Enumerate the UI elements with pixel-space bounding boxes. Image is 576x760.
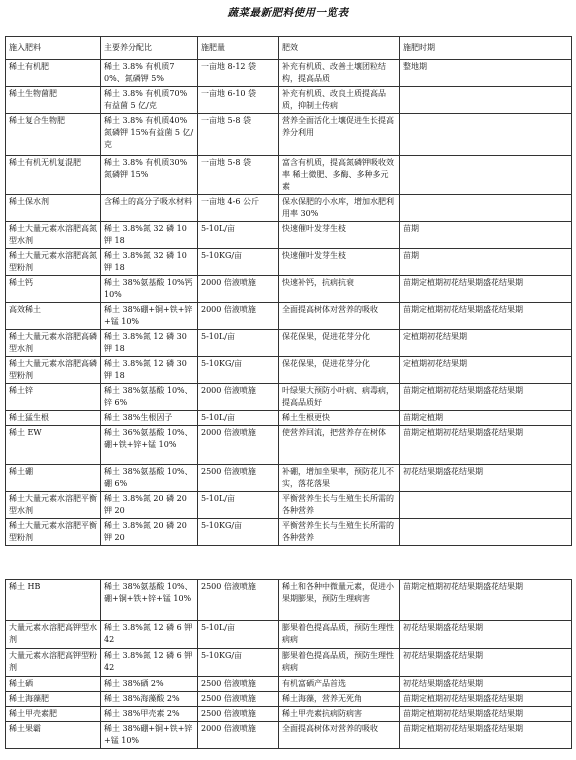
cell-period bbox=[400, 519, 572, 546]
cell-name: 大量元素水溶肥高钾型粉剂 bbox=[6, 649, 101, 677]
cell-nutrients: 稀土 38%氨基酸 10%、硼+铜+铁+锌+锰 10% bbox=[101, 580, 198, 621]
cell-name: 稀土大量元素水溶肥高氮型水剂 bbox=[6, 222, 101, 249]
cell-amount: 2000 倍液喷施 bbox=[198, 276, 279, 303]
cell-period: 初花结果期盛花结果期 bbox=[400, 621, 572, 649]
header-fertilizer: 施入肥料 bbox=[6, 37, 101, 60]
table-row bbox=[6, 384, 572, 411]
cell-name: 稀土生物菌肥 bbox=[6, 87, 101, 114]
cell-nutrients: 稀土 38%硒 2% bbox=[101, 677, 198, 692]
cell-effect: 全面提高树体对营养的吸收 bbox=[279, 303, 400, 330]
cell-name: 稀土钙 bbox=[6, 276, 101, 303]
cell-period: 苗期定植期 bbox=[400, 411, 572, 426]
cell-nutrients: 稀土 38%硼+铜+铁+锌+锰 10% bbox=[101, 722, 198, 749]
header-period: 施肥时期 bbox=[400, 37, 572, 60]
table-row bbox=[6, 519, 572, 546]
cell-period bbox=[400, 156, 572, 195]
cell-nutrients: 稀土 38%生根因子 bbox=[101, 411, 198, 426]
cell-period bbox=[400, 87, 572, 114]
cell-amount: 5-10KG/亩 bbox=[198, 649, 279, 677]
cell-amount: 5-10KG/亩 bbox=[198, 249, 279, 276]
cell-name: 稀土保水剂 bbox=[6, 195, 101, 222]
cell-name: 稀土大量元素水溶肥高氮型粉剂 bbox=[6, 249, 101, 276]
cell-period: 定植期初花结果期 bbox=[400, 330, 572, 357]
cell-name: 稀土硒 bbox=[6, 677, 101, 692]
cell-name: 稀土猛生根 bbox=[6, 411, 101, 426]
cell-name: 稀土 HB bbox=[6, 580, 101, 621]
cell-nutrients: 含稀土的高分子吸水材料 bbox=[101, 195, 198, 222]
cell-name: 稀土大量元素水溶肥平衡型水剂 bbox=[6, 492, 101, 519]
header-amount: 施肥量 bbox=[198, 37, 279, 60]
cell-effect: 稀土生根更快 bbox=[279, 411, 400, 426]
cell-period bbox=[400, 195, 572, 222]
cell-period: 苗期定植期初花结果期盛花结果期 bbox=[400, 303, 572, 330]
cell-name: 稀土大量元素水溶肥高磷型水剂 bbox=[6, 330, 101, 357]
cell-effect: 平衡营养生长与生殖生长所需的各种营养 bbox=[279, 519, 400, 546]
cell-period: 苗期定植期初花结果期盛花结果期 bbox=[400, 692, 572, 707]
cell-nutrients: 稀土 3.8%氮 20 磷 20 钾 20 bbox=[101, 492, 198, 519]
table-row bbox=[6, 114, 572, 156]
table-row bbox=[6, 580, 572, 621]
cell-nutrients: 稀土 38%氨基酸 10%钙 10% bbox=[101, 276, 198, 303]
table-row bbox=[6, 677, 572, 692]
cell-name: 稀土 EW bbox=[6, 426, 101, 465]
cell-effect: 膨果着色提高品质，预防生理性病病 bbox=[279, 621, 400, 649]
cell-effect: 快速催叶发芽生枝 bbox=[279, 222, 400, 249]
table-row bbox=[6, 621, 572, 649]
cell-nutrients: 稀土 3.8%氮 12 磷 30 钾 18 bbox=[101, 330, 198, 357]
cell-effect: 叶绿果大预防小叶病、病毒病，提高品质好 bbox=[279, 384, 400, 411]
cell-amount: 2000 倍液喷施 bbox=[198, 384, 279, 411]
cell-name: 高效稀土 bbox=[6, 303, 101, 330]
cell-nutrients: 稀土 38%硼+铜+铁+锌+锰 10% bbox=[101, 303, 198, 330]
cell-amount: 一亩地 4-6 公斤 bbox=[198, 195, 279, 222]
cell-nutrients: 稀土 36%氨基酸 10%、硼+铁+锌+锰 10% bbox=[101, 426, 198, 465]
cell-effect: 补充有机质、改善土壤团粒结构，提高品质 bbox=[279, 60, 400, 87]
header-nutrients: 主要养分配比 bbox=[101, 37, 198, 60]
cell-period: 苗期 bbox=[400, 249, 572, 276]
cell-amount: 5-10L/亩 bbox=[198, 222, 279, 249]
cell-effect: 保水保肥的小水库，增加水肥利用率 30% bbox=[279, 195, 400, 222]
table-header-row bbox=[6, 37, 572, 60]
cell-name: 稀土锌 bbox=[6, 384, 101, 411]
cell-amount: 一亩地 8-12 袋 bbox=[198, 60, 279, 87]
cell-effect: 稀土海藻，营养无死角 bbox=[279, 692, 400, 707]
table-row bbox=[6, 707, 572, 722]
cell-name: 稀土甲壳素肥 bbox=[6, 707, 101, 722]
cell-name: 稀土有机肥 bbox=[6, 60, 101, 87]
fertilizer-table-part1 bbox=[5, 36, 572, 546]
cell-amount: 5-10L/亩 bbox=[198, 621, 279, 649]
table-row bbox=[6, 276, 572, 303]
cell-name: 稀土有机无机复混肥 bbox=[6, 156, 101, 195]
fertilizer-table-part2 bbox=[5, 579, 572, 749]
cell-effect: 稀土和各种中微量元素，促进小果期膨果，预防生理病害 bbox=[279, 580, 400, 621]
cell-amount: 2000 倍液喷施 bbox=[198, 722, 279, 749]
cell-amount: 5-10L/亩 bbox=[198, 330, 279, 357]
cell-name: 稀土大量元素水溶肥平衡型粉剂 bbox=[6, 519, 101, 546]
cell-amount: 5-10KG/亩 bbox=[198, 357, 279, 384]
cell-period: 苗期定植期初花结果期盛花结果期 bbox=[400, 276, 572, 303]
cell-effect: 快速催叶发芽生枝 bbox=[279, 249, 400, 276]
cell-amount: 2500 倍液喷施 bbox=[198, 580, 279, 621]
cell-amount: 2000 倍液喷施 bbox=[198, 426, 279, 465]
cell-period bbox=[400, 492, 572, 519]
header-effect: 肥效 bbox=[279, 37, 400, 60]
cell-effect: 稀土甲壳素抗病防病害 bbox=[279, 707, 400, 722]
cell-nutrients: 稀土 3.8%氮 20 磷 20 钾 20 bbox=[101, 519, 198, 546]
table-row bbox=[6, 222, 572, 249]
table-row bbox=[6, 60, 572, 87]
cell-period: 苗期 bbox=[400, 222, 572, 249]
cell-amount: 一亩地 5-8 袋 bbox=[198, 114, 279, 156]
page-title: 蔬菜最新肥料使用一览表 bbox=[227, 7, 349, 19]
cell-effect: 保花保果，促进花芽分化 bbox=[279, 357, 400, 384]
cell-period: 定植期初花结果期 bbox=[400, 357, 572, 384]
table-row bbox=[6, 492, 572, 519]
table-row bbox=[6, 357, 572, 384]
cell-nutrients: 稀土 3.8%氮 32 磷 10 钾 18 bbox=[101, 222, 198, 249]
cell-effect: 有机富硒产品首选 bbox=[279, 677, 400, 692]
cell-amount: 2500 倍液喷施 bbox=[198, 692, 279, 707]
cell-effect: 补充有机质、改良土质提高品质，抑制土传病 bbox=[279, 87, 400, 114]
cell-nutrients: 稀土 3.8%氮 12 磷 6 钾 42 bbox=[101, 621, 198, 649]
cell-period: 苗期定植期初花结果期盛花结果期 bbox=[400, 426, 572, 465]
cell-nutrients: 稀土 3.8% 有机质30%氮磷钾 15% bbox=[101, 156, 198, 195]
cell-name: 稀土复合生物肥 bbox=[6, 114, 101, 156]
table-row bbox=[6, 195, 572, 222]
cell-name: 稀土大量元素水溶肥高磷型粉剂 bbox=[6, 357, 101, 384]
cell-period bbox=[400, 114, 572, 156]
table-row bbox=[6, 411, 572, 426]
cell-nutrients: 稀土 38%氨基酸 10%、锌 6% bbox=[101, 384, 198, 411]
cell-nutrients: 稀土 3.8%氮 12 磷 6 钾 42 bbox=[101, 649, 198, 677]
table-row bbox=[6, 692, 572, 707]
cell-name: 稀土果霸 bbox=[6, 722, 101, 749]
table-row bbox=[6, 156, 572, 195]
cell-period: 苗期定植期初花结果期盛花结果期 bbox=[400, 384, 572, 411]
cell-nutrients: 稀土 38%甲壳素 2% bbox=[101, 707, 198, 722]
cell-name: 稀土海藻肥 bbox=[6, 692, 101, 707]
table-row bbox=[6, 649, 572, 677]
cell-nutrients: 稀土 3.8% 有机质70%有益菌 5 亿/克 bbox=[101, 87, 198, 114]
cell-name: 稀土硼 bbox=[6, 465, 101, 492]
cell-amount: 2500 倍液喷施 bbox=[198, 677, 279, 692]
table-row bbox=[6, 303, 572, 330]
table-row bbox=[6, 249, 572, 276]
cell-amount: 5-10KG/亩 bbox=[198, 519, 279, 546]
cell-effect: 富含有机质，提高氮磷钾吸收效率 稀土微肥、多酶、多种多元素 bbox=[279, 156, 400, 195]
table-row bbox=[6, 330, 572, 357]
cell-amount: 5-10L/亩 bbox=[198, 411, 279, 426]
cell-period: 苗期定植期初花结果期盛花结果期 bbox=[400, 722, 572, 749]
cell-nutrients: 稀土 3.8%氮 32 磷 10 钾 18 bbox=[101, 249, 198, 276]
cell-amount: 一亩地 5-8 袋 bbox=[198, 156, 279, 195]
cell-amount: 一亩地 6-10 袋 bbox=[198, 87, 279, 114]
cell-period: 初花结果期盛花结果期 bbox=[400, 649, 572, 677]
cell-period: 整地期 bbox=[400, 60, 572, 87]
table-row bbox=[6, 426, 572, 465]
table-row bbox=[6, 465, 572, 492]
cell-period: 苗期定植期初花结果期盛花结果期 bbox=[400, 580, 572, 621]
cell-effect: 快速补钙，抗病抗衰 bbox=[279, 276, 400, 303]
cell-effect: 补硼，增加坐果率，预防花儿不实，落花落果 bbox=[279, 465, 400, 492]
cell-effect: 保花保果，促进花芽分化 bbox=[279, 330, 400, 357]
cell-effect: 平衡营养生长与生殖生长所需的各种营养 bbox=[279, 492, 400, 519]
cell-amount: 2500 倍液喷施 bbox=[198, 465, 279, 492]
cell-amount: 2500 倍液喷施 bbox=[198, 707, 279, 722]
cell-name: 大量元素水溶肥高钾型水剂 bbox=[6, 621, 101, 649]
cell-period: 初花结果期盛花结果期 bbox=[400, 465, 572, 492]
cell-period: 苗期定植期初花结果期盛花结果期 bbox=[400, 707, 572, 722]
cell-nutrients: 稀土 38%海藻酸 2% bbox=[101, 692, 198, 707]
cell-effect: 全面提高树体对营养的吸收 bbox=[279, 722, 400, 749]
cell-effect: 营养全面活化土壤促进生长提高养分利用 bbox=[279, 114, 400, 156]
cell-nutrients: 稀土 3.8%氮 12 磷 30 钾 18 bbox=[101, 357, 198, 384]
table-row bbox=[6, 87, 572, 114]
cell-nutrients: 稀土 3.8% 有机质70%、氮磷钾 5% bbox=[101, 60, 198, 87]
cell-effect: 膨果着色提高品质，预防生理性病病 bbox=[279, 649, 400, 677]
cell-amount: 5-10L/亩 bbox=[198, 492, 279, 519]
cell-period: 初花结果期盛花结果期 bbox=[400, 677, 572, 692]
cell-effect: 使营养回流，把营养存在树体 bbox=[279, 426, 400, 465]
cell-amount: 2000 倍液喷施 bbox=[198, 303, 279, 330]
cell-nutrients: 稀土 38%氨基酸 10%、硼 6% bbox=[101, 465, 198, 492]
table-row bbox=[6, 722, 572, 749]
cell-nutrients: 稀土 3.8% 有机质40%氮磷钾 15%有益菌 5 亿/克 bbox=[101, 114, 198, 156]
